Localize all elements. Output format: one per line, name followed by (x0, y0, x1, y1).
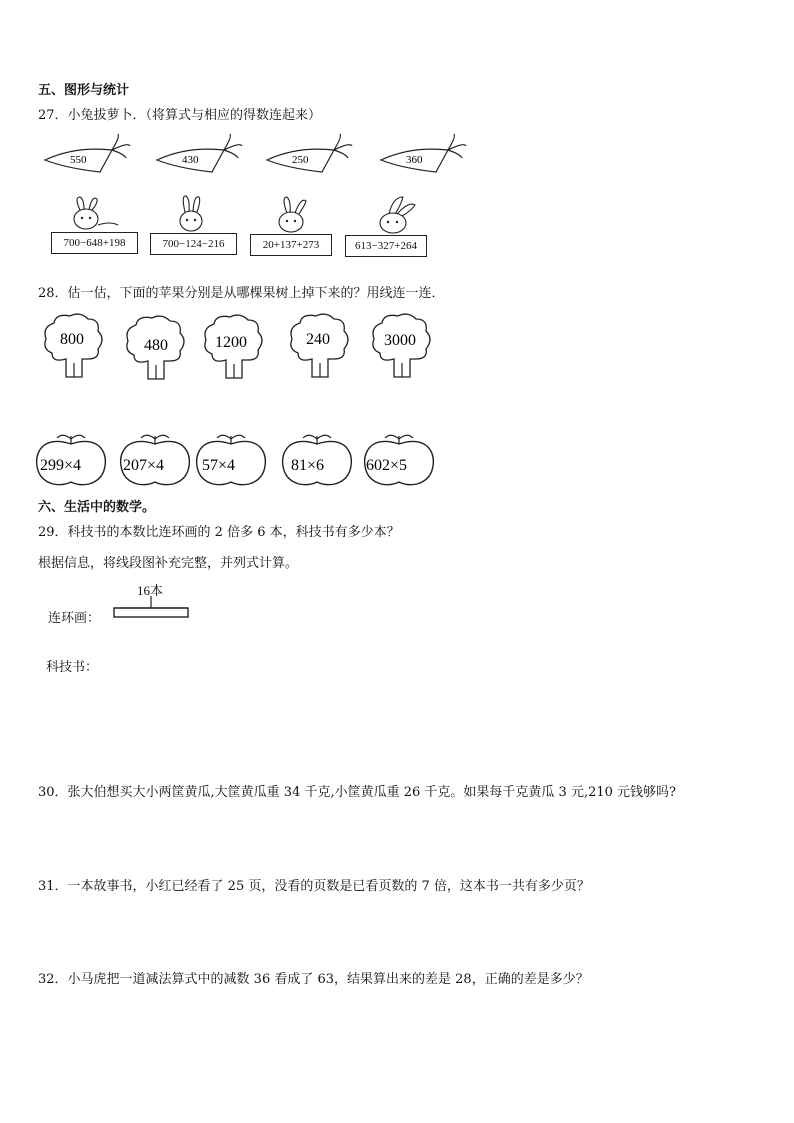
apple-4-expression: 81×6 (291, 457, 325, 474)
question-30-text: 30．张大伯想买大小两筐黄瓜,大筐黄瓜重 34 千克,小筐黄瓜重 26 千克。如果每千克黄瓜 3 元,210 元钱够吗? (38, 785, 677, 800)
carrot-4-number: 360 (406, 154, 423, 166)
tree-3-number: 1200 (215, 334, 247, 351)
rabbit-row (50, 195, 450, 237)
carrot-2-number: 430 (182, 154, 199, 166)
apple-1 (37, 435, 106, 484)
equation-box-4: 613−327+264 (345, 235, 427, 257)
tree-5-number: 3000 (384, 332, 416, 349)
apple-3-expression: 57×4 (202, 457, 236, 474)
comic-book-segment (112, 594, 192, 622)
carrot-2 (157, 134, 242, 172)
tree-2-number: 480 (144, 337, 168, 354)
carrot-1 (45, 134, 130, 172)
rabbit-icon (279, 197, 306, 232)
tree-row (38, 313, 438, 385)
carrot-row (40, 132, 480, 182)
question-27-text: 27．小兔拔萝卜．（将算式与相应的得数连起来） (38, 108, 322, 123)
comic-book-label: 连环画： (48, 611, 101, 626)
question-29-hint: 根据信息，将线段图补充完整，并列式计算。 (38, 556, 299, 571)
section-6-title: 六、生活中的数学。 (38, 500, 156, 515)
tree-4 (291, 314, 348, 377)
question-31-text: 31．一本故事书，小红已经看了 25 页，没看的页数是已看页数的 7 倍，这本书一共有多少页？ (38, 879, 590, 894)
rabbit-icon (74, 197, 118, 229)
rabbit-icon (180, 196, 202, 231)
tree-5 (373, 314, 430, 377)
apple-3 (197, 435, 266, 484)
apple-2 (121, 435, 190, 484)
segment-label: 16本 (137, 583, 164, 598)
apple-2-expression: 207×4 (123, 457, 165, 474)
apple-5-expression: 602×5 (366, 457, 408, 474)
carrot-1-number: 550 (70, 154, 87, 166)
equation-box-3: 20+137+273 (250, 234, 332, 256)
tree-1-number: 800 (60, 331, 84, 348)
carrot-3-number: 250 (292, 154, 309, 166)
tree-1 (45, 314, 102, 377)
science-book-label: 科技书： (46, 660, 99, 675)
carrot-4 (381, 134, 466, 172)
apple-4 (283, 435, 352, 484)
tree-2 (127, 316, 184, 379)
tree-3 (205, 315, 262, 378)
apple-5 (365, 435, 434, 484)
equation-box-2: 700−124−216 (150, 233, 237, 255)
question-28-text: 28．估一估，下面的苹果分别是从哪棵果树上掉下来的？用线连一连． (38, 286, 445, 301)
apple-row (35, 432, 445, 488)
tree-4-number: 240 (306, 331, 330, 348)
section-5-title: 五、图形与统计 (38, 83, 130, 98)
question-29-text: 29．科技书的本数比连环画的 2 倍多 6 本，科技书有多少本？ (38, 525, 400, 540)
question-32-text: 32．小马虎把一道减法算式中的减数 36 看成了 63，结果算出来的差是 28，正确的差是多少？ (38, 972, 589, 987)
carrot-3 (267, 134, 352, 172)
rabbit-icon (380, 197, 415, 233)
equation-box-1: 700−648+198 (51, 232, 138, 254)
apple-1-expression: 299×4 (40, 457, 82, 474)
